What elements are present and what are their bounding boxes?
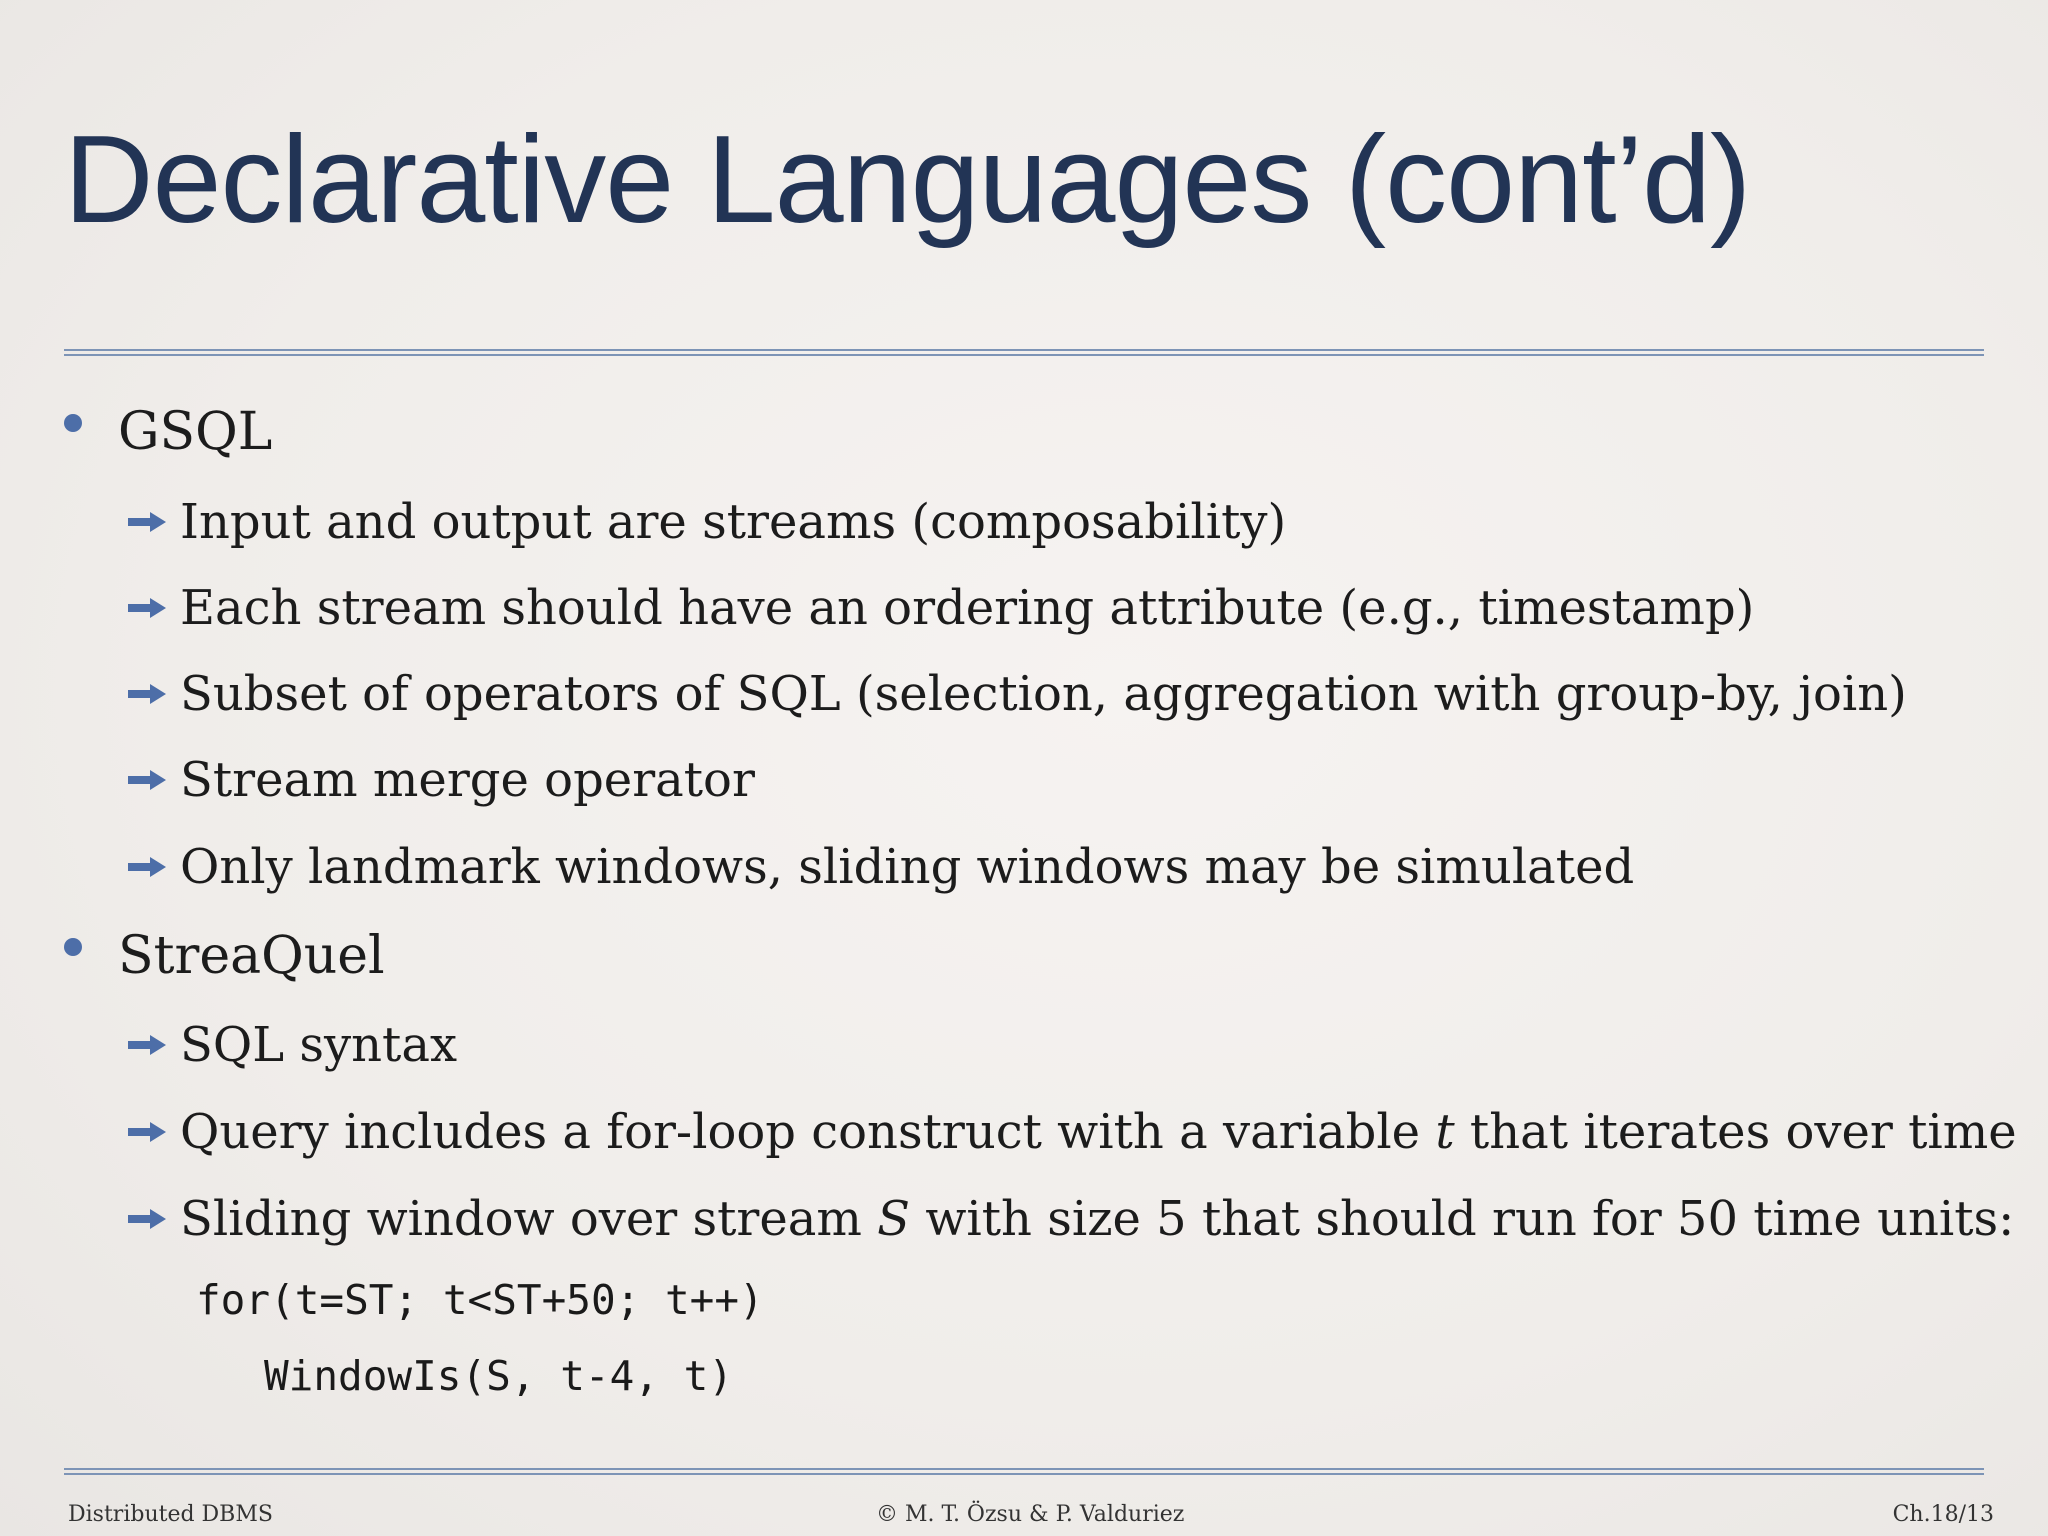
code-line-window: WindowIs(S, t-4, t) (264, 1352, 733, 1400)
footer-course: Distributed DBMS (68, 1502, 273, 1527)
slide-title: Declarative Languages (cont’d) (64, 111, 1751, 249)
variable-t: t (1435, 1104, 1455, 1160)
arrow-right-icon (126, 682, 168, 706)
sub-text-part: with size 5 that should run for 50 time units: (910, 1191, 2015, 1247)
footer-copyright: © M. T. Özsu & P. Valduriez (876, 1502, 1185, 1527)
sub-item-text: Input and output are streams (composability) (180, 494, 1287, 550)
sub-text-part: that iterates over time (1454, 1104, 2017, 1160)
bullet-dot-icon (64, 414, 82, 432)
code-line-for: for(t=ST; t<ST+50; t++) (196, 1276, 764, 1324)
sub-text-part: Sliding window over stream (180, 1191, 878, 1247)
arrow-right-icon (126, 1207, 168, 1231)
arrow-right-icon (126, 855, 168, 879)
arrow-right-icon (126, 1033, 168, 1057)
variable-s: S (877, 1191, 911, 1247)
footer-divider (64, 1468, 1984, 1475)
arrow-right-icon (126, 1120, 168, 1144)
arrow-right-icon (126, 510, 168, 534)
sub-item-text: Each stream should have an ordering attribute (e.g., timestamp) (180, 580, 1755, 636)
sub-item-text (180, 1104, 2017, 1160)
bullet-dot-icon (64, 938, 82, 956)
sub-item-text: Stream merge operator (180, 752, 755, 808)
bullet-label: StreaQuel (118, 926, 385, 986)
arrow-right-icon (126, 596, 168, 620)
arrow-right-icon (126, 768, 168, 792)
sub-item-text: Subset of operators of SQL (selection, aggregation with group-by, join) (180, 666, 1907, 722)
sub-item-text: SQL syntax (180, 1017, 458, 1073)
title-divider (64, 349, 1984, 356)
sub-item-text (180, 1191, 2015, 1247)
sub-item-text: Only landmark windows, sliding windows may be simulated (180, 839, 1635, 895)
footer-page-number: Ch.18/13 (1892, 1502, 1994, 1527)
sub-text-part: Query includes a for-loop construct with a variable (180, 1104, 1436, 1160)
bullet-label: GSQL (118, 402, 273, 462)
